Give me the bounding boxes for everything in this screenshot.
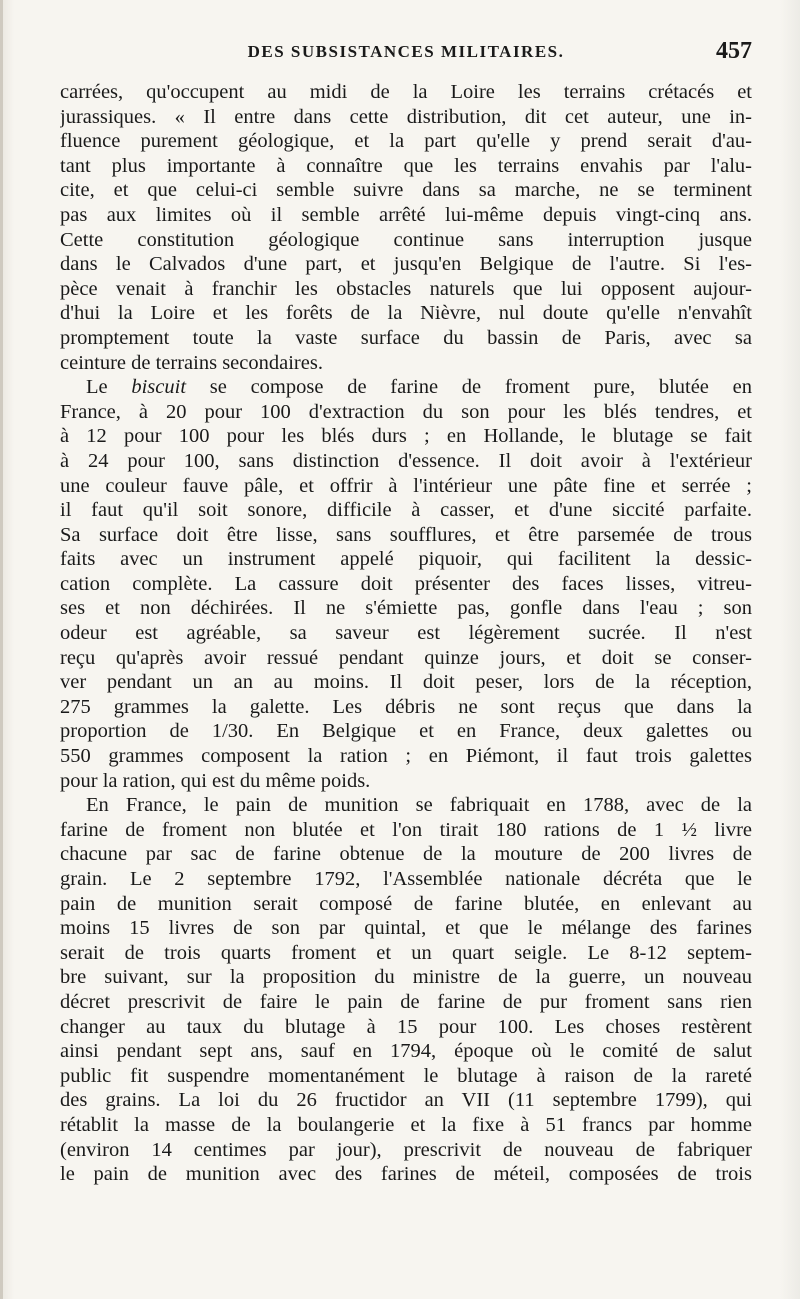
page-edge	[0, 0, 3, 1299]
text-line: odeur est agréable, sa saveur est légèrement sucrée. Il n'est	[60, 622, 752, 645]
text-line: 550 grammes composent la ration ; en Piémont, il faut trois galettes	[60, 745, 752, 768]
page-number: 457	[716, 38, 752, 64]
text-line: pas aux limites où il semble arrêté lui-même depuis vingt-cinq ans.	[60, 203, 752, 226]
text-line: tant plus importante à connaître que les terrains envahis par l'alu-	[60, 154, 752, 177]
text-line: En France, le pain de munition se fabriquait en 1788, avec de la	[86, 794, 752, 817]
text-line: pain de munition serait composé de farine blutée, en enlevant au	[60, 892, 752, 915]
text-line: reçu qu'après avoir ressué pendant quinze jours, et doit se conser-	[60, 646, 752, 669]
text-line: rétablit la masse de la boulangerie et la fixe à 51 francs par homme	[60, 1113, 752, 1136]
text-line: farine de froment non blutée et l'on tirait 180 rations de 1 ½ livre	[60, 818, 752, 841]
text-line: bre suivant, sur la proposition du ministre de la guerre, un nouveau	[60, 966, 752, 989]
text-line: carrées, qu'occupent au midi de la Loire les terrains crétacés et	[60, 81, 752, 103]
text-line: pèce venait à franchir les obstacles naturels que lui opposent aujour-	[60, 277, 752, 300]
text-line: grain. Le 2 septembre 1792, l'Assemblée nationale décréta que le	[60, 868, 752, 890]
text-line: ainsi pendant sept ans, sauf en 1794, époque où le comité de salut	[60, 1040, 752, 1063]
text-line: chacune par sac de farine obtenue de la mouture de 200 livres de	[60, 843, 752, 866]
text-line: ceinture de terrains secondaires.	[60, 351, 323, 374]
text-line: cite, et que celui-ci semble suivre dans sa marche, ne se terminent	[60, 179, 752, 202]
text-line: décret prescrivit de faire le pain de farine de pur froment sans rien	[60, 990, 752, 1013]
text-line: à 12 pour 100 pour les blés durs ; en Hollande, le blutage se fait	[60, 425, 752, 448]
text-line: cation complète. La cassure doit présenter des faces lisses, vitreu-	[60, 572, 752, 595]
text-line: pour la ration, qui est du même poids.	[60, 769, 371, 792]
text-line: fluence purement géologique, et la part qu'elle y prend serait d'au-	[60, 130, 752, 153]
italic-term: biscuit	[131, 376, 187, 399]
text-line: (environ 14 centimes par jour), prescrivit de nouveau de fabriquer	[60, 1138, 752, 1161]
text-line: des grains. La loi du 26 fructidor an VII (11 septembre 1799), qui	[60, 1089, 752, 1112]
text-line: 275 grammes la galette. Les débris ne sont reçus que dans la	[60, 695, 752, 718]
text-line: France, à 20 pour 100 d'extraction du son pour les blés tendres, et	[60, 400, 752, 423]
text-line: public fit suspendre momentanément le blutage à raison de la rareté	[60, 1064, 752, 1087]
text-line: proportion de 1/30. En Belgique et en France, deux galettes ou	[60, 720, 752, 743]
text-line: jurassiques. « Il entre dans cette distribution, dit cet auteur, une in-	[60, 105, 752, 128]
text-line: changer au taux du blutage à 15 pour 100. Les choses restèrent	[60, 1015, 752, 1038]
text-line: il faut qu'il soit sonore, difficile à casser, et d'une siccité parfaite.	[60, 499, 752, 522]
text-line: une couleur fauve pâle, et offrir à l'intérieur une pâte fine et serrée ;	[60, 474, 752, 497]
text-line: ses et non déchirées. Il ne s'émiette pas, gonfle dans l'eau ; son	[60, 597, 752, 620]
text-line: le pain de munition avec des farines de méteil, composées de trois	[60, 1163, 752, 1186]
text-line: d'hui la Loire et les forêts de la Nièvre, nul doute qu'elle n'envahît	[60, 302, 752, 325]
text-line: Sa surface doit être lisse, sans soufflures, et être parsemée de trous	[60, 523, 752, 546]
text-line: à 24 pour 100, sans distinction d'essence. Il doit avoir à l'extérieur	[60, 449, 752, 472]
text-line: faits avec un instrument appelé piquoir, qui facilitent la dessic-	[60, 548, 752, 571]
body-text	[60, 80, 752, 1187]
text-line: Cette constitution géologique continue sans interruption jusque	[60, 228, 752, 251]
text-line-first: Le biscuit se compose de farine de froment pure, blutée en	[86, 376, 752, 399]
running-title: DES SUBSISTANCES MILITAIRES.	[247, 42, 565, 61]
text-line: promptement toute la vaste surface du bassin de Paris, avec sa	[60, 326, 752, 349]
text-line: ver pendant un an au moins. Il doit peser, lors de la réception,	[60, 671, 752, 694]
text-line: dans le Calvados d'une part, et jusqu'en Belgique de l'autre. Si l'es-	[60, 253, 752, 276]
running-head	[60, 40, 752, 68]
text-line: moins 15 livres de son par quintal, et que le mélange des farines	[60, 917, 752, 940]
text-line: serait de trois quarts froment et un quart seigle. Le 8-12 septem-	[60, 941, 752, 964]
